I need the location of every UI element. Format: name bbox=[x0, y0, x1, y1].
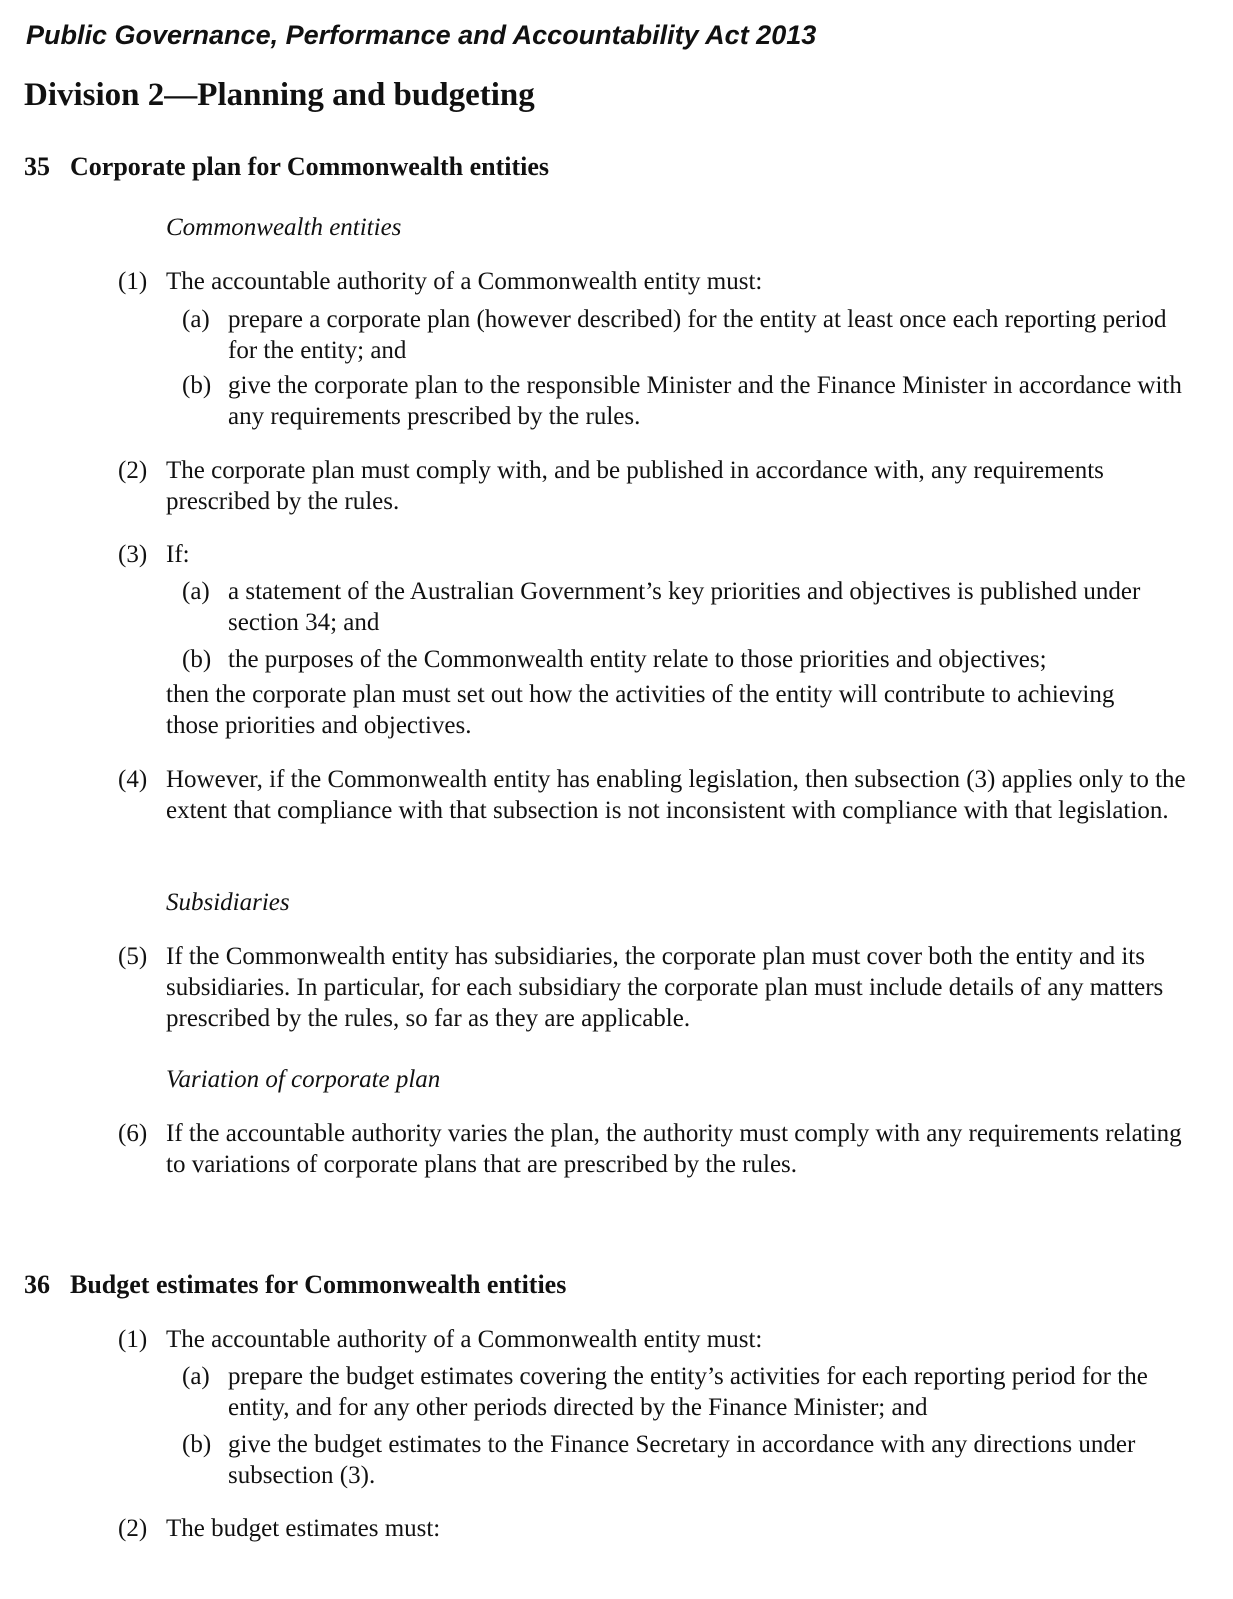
subsection-35-3 bbox=[118, 539, 1198, 570]
subsection-label: (6) bbox=[118, 1120, 148, 1147]
paragraph-35-1-a bbox=[182, 304, 1182, 366]
paragraph-35-3-b bbox=[182, 644, 1182, 675]
paragraph-35-3-a bbox=[182, 576, 1182, 638]
subsection-text: The budget estimates must: bbox=[166, 1515, 441, 1542]
subsection-35-2 bbox=[118, 455, 1198, 517]
paragraph-label: (b) bbox=[182, 1431, 212, 1458]
subsection-35-4 bbox=[118, 764, 1198, 826]
paragraph-text: prepare a corporate plan (however described) for the entity at least once each reporting period for the entity; and bbox=[228, 306, 1167, 364]
subsection-label: (4) bbox=[118, 766, 148, 793]
paragraph-label: (a) bbox=[182, 578, 210, 605]
subsection-text: However, if the Commonwealth entity has enabling legislation, then subsection (3) applies only to the extent that compliance with that subsection is not inconsistent with compliance with that legislation. bbox=[166, 766, 1186, 824]
division-heading: Division 2—Planning and budgeting bbox=[24, 77, 535, 113]
subsection-label: (1) bbox=[118, 268, 148, 295]
subsection-label: (3) bbox=[118, 541, 148, 568]
paragraph-label: (a) bbox=[182, 1363, 210, 1390]
subsection-text: If the accountable authority varies the plan, the authority must comply with any requirements relating to variations of corporate plans that are prescribed by the rules. bbox=[166, 1120, 1182, 1178]
section-36-heading bbox=[24, 1268, 566, 1302]
subsection-text: The accountable authority of a Commonwealth entity must: bbox=[166, 268, 763, 295]
paragraph-36-1-a bbox=[182, 1361, 1182, 1423]
act-title: Public Governance, Performance and Accountability Act 2013 bbox=[26, 20, 817, 50]
subsection-36-2 bbox=[118, 1513, 1198, 1544]
subsection-36-1 bbox=[118, 1324, 1198, 1355]
subsection-35-5 bbox=[118, 941, 1198, 1034]
subsection-label: (2) bbox=[118, 1515, 148, 1542]
subsection-35-3-continuation: then the corporate plan must set out how the activities of the entity will contribute to achieving those priorities and objectives. bbox=[166, 681, 1115, 739]
section-title: Corporate plan for Commonwealth entities bbox=[70, 152, 550, 181]
section-35-heading bbox=[24, 150, 549, 184]
subsection-35-1 bbox=[118, 266, 1198, 297]
paragraph-text: give the corporate plan to the responsible Minister and the Finance Minister in accordance with any requirements prescribed by the rules. bbox=[228, 372, 1182, 430]
section-title: Budget estimates for Commonwealth entities bbox=[70, 1270, 567, 1299]
paragraph-text: give the budget estimates to the Finance Secretary in accordance with any directions under subsection (3). bbox=[228, 1431, 1136, 1489]
paragraph-36-1-b bbox=[182, 1429, 1182, 1491]
subsection-text: If: bbox=[166, 541, 190, 568]
paragraph-text: a statement of the Australian Government’s key priorities and objectives is published under section 34; and bbox=[228, 578, 1141, 636]
paragraph-35-1-b bbox=[182, 370, 1182, 432]
subsection-label: (5) bbox=[118, 943, 148, 970]
section-number: 36 bbox=[24, 1270, 50, 1299]
subheading-variation: Variation of corporate plan bbox=[166, 1066, 441, 1093]
paragraph-label: (b) bbox=[182, 646, 212, 673]
subsection-text: The corporate plan must comply with, and be published in accordance with, any requirements prescribed by the rules. bbox=[166, 457, 1104, 515]
subsection-text: If the Commonwealth entity has subsidiaries, the corporate plan must cover both the entity and its subsidiaries. In particular, for each subsidiary the corporate plan must include details of any matters prescribed by the rules, so far as they are applicable. bbox=[166, 943, 1164, 1032]
paragraph-text: prepare the budget estimates covering the entity’s activities for each reporting period for the entity, and for any other periods directed by the Finance Minister; and bbox=[228, 1363, 1148, 1421]
subheading-subsidiaries: Subsidiaries bbox=[166, 889, 290, 916]
section-number: 35 bbox=[24, 152, 50, 181]
paragraph-text: the purposes of the Commonwealth entity relate to those priorities and objectives; bbox=[228, 646, 1047, 673]
subheading-commonwealth-entities: Commonwealth entities bbox=[166, 214, 402, 241]
paragraph-label: (b) bbox=[182, 372, 212, 399]
subsection-35-6 bbox=[118, 1118, 1198, 1180]
paragraph-label: (a) bbox=[182, 306, 210, 333]
subsection-label: (2) bbox=[118, 457, 148, 484]
subsection-label: (1) bbox=[118, 1326, 148, 1353]
subsection-text: The accountable authority of a Commonwealth entity must: bbox=[166, 1326, 763, 1353]
